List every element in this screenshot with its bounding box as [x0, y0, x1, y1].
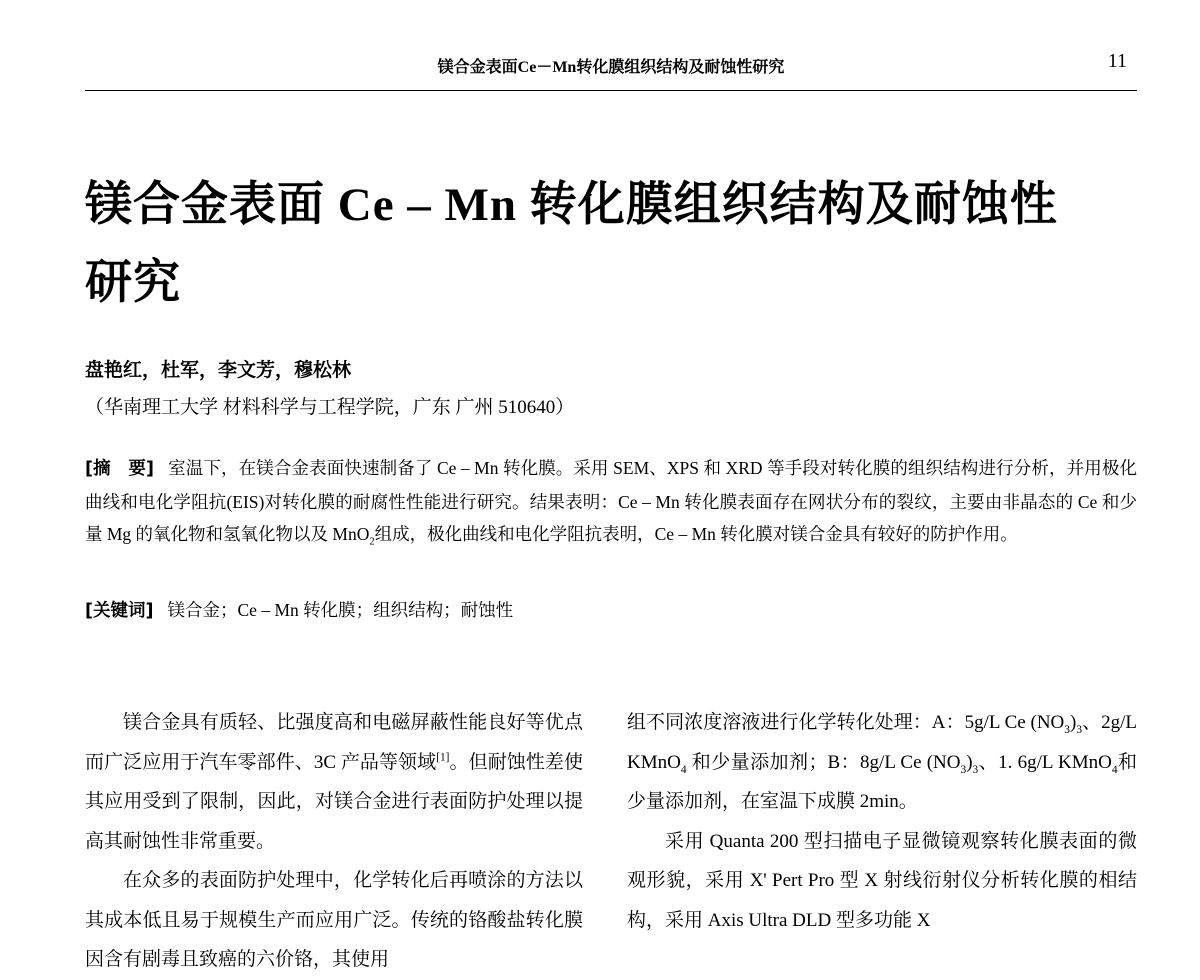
- text-run: ): [1069, 712, 1077, 733]
- paper-title: [85, 166, 1145, 322]
- text-run: 室温下，在镁合金表面快速制备了 Ce – Mn 转化膜。采用 SEM、XPS 和 XRD 等手段对转化膜的组织结构进行分析，并用极化曲线和电化学阻抗(EIS)对转化膜的耐腐性性能进行研究。结果表明：Ce – Mn 转化膜表面存在网状分布的裂纹，主要由非晶态的 Ce 和少量 Mg 的氧化物和氢氧化物以及 MnO: [85, 458, 1138, 544]
- body-column-left: [85, 703, 583, 980]
- running-header-title: 镁合金表面Ce－Mn转化膜组织结构及耐蚀性研究: [437, 59, 785, 76]
- text-run: 和少量添加剂，在室温下成膜 2min。: [627, 751, 1137, 812]
- body-paragraph: [627, 703, 1137, 822]
- paper-title-line-1: 镁合金表面 Ce – Mn 转化膜组织结构及耐蚀性: [85, 179, 1058, 231]
- text-run: 。但耐蚀性差使其应用受到了限制，因此，对镁合金进行表面防护处理以提高其耐蚀性非常重要。: [85, 751, 583, 852]
- chemical-subscript: 3: [972, 763, 979, 776]
- text-run: 组成，极化曲线和电化学阻抗表明，Ce – Mn 转化膜对镁合金具有较好的防护作用。: [374, 524, 1018, 544]
- keywords-label: [关键词]: [85, 601, 154, 621]
- text-run: 、1. 6g/L KMnO: [978, 751, 1112, 773]
- abstract-body: [85, 458, 1138, 548]
- text-run: ): [966, 751, 973, 773]
- chemical-subscript: 3: [960, 763, 967, 776]
- chemical-subscript: 3: [1076, 723, 1083, 736]
- citation-superscript: [1]: [436, 751, 450, 764]
- chemical-subscript: 4: [1111, 763, 1118, 776]
- text-run: 、2g/L KMnO: [627, 712, 1137, 773]
- chemical-subscript: 3: [1064, 723, 1070, 736]
- text-run: 在众多的表面防护处理中，化学转化后再喷涂的方法以其成本低且易于规模生产而应用广泛。传统的铬酸盐转化膜因含有剧毒且致癌的六价铬，其使用: [85, 870, 583, 970]
- chemical-subscript: 4: [680, 763, 687, 776]
- body-paragraph: [85, 703, 583, 861]
- body-paragraph: [627, 822, 1137, 941]
- abstract-label: [摘 要]: [85, 459, 154, 479]
- keywords-body: 镁合金；Ce – Mn 转化膜；组织结构；耐蚀性: [167, 600, 514, 620]
- author-list: 盘艳红，杜军，李文芳，穆松林: [85, 359, 352, 381]
- abstract: [85, 452, 1137, 551]
- text-run: 采用 Quanta 200 型扫描电子显微镜观察转化膜表面的微观形貌，采用 X' Pert Pro 型 X 射线衍射仪分析转化膜的相结构，采用 Axis Ultra DLD 型多功能 X: [627, 830, 1137, 931]
- running-header: [85, 50, 1137, 91]
- page-number: 11: [1107, 50, 1127, 72]
- keywords: [85, 597, 1137, 622]
- text-run: 和少量添加剂；B：8g/L Ce (NO: [686, 751, 961, 773]
- affiliation: （华南理工大学 材料科学与工程学院，广东 广州 510640）: [85, 397, 575, 418]
- chemical-subscript: 2: [369, 536, 375, 548]
- text-run: 组不同浓度溶液进行化学转化处理：A：5g/L Ce (NO: [627, 712, 1065, 733]
- body-paragraph: [85, 861, 583, 980]
- paper-title-line-2: 研究: [85, 257, 181, 309]
- body-column-right: [627, 703, 1137, 940]
- text-run: 镁合金具有质轻、比强度高和电磁屏蔽性能良好等优点而广泛应用于汽车零部件、3C 产品等领域: [85, 712, 583, 773]
